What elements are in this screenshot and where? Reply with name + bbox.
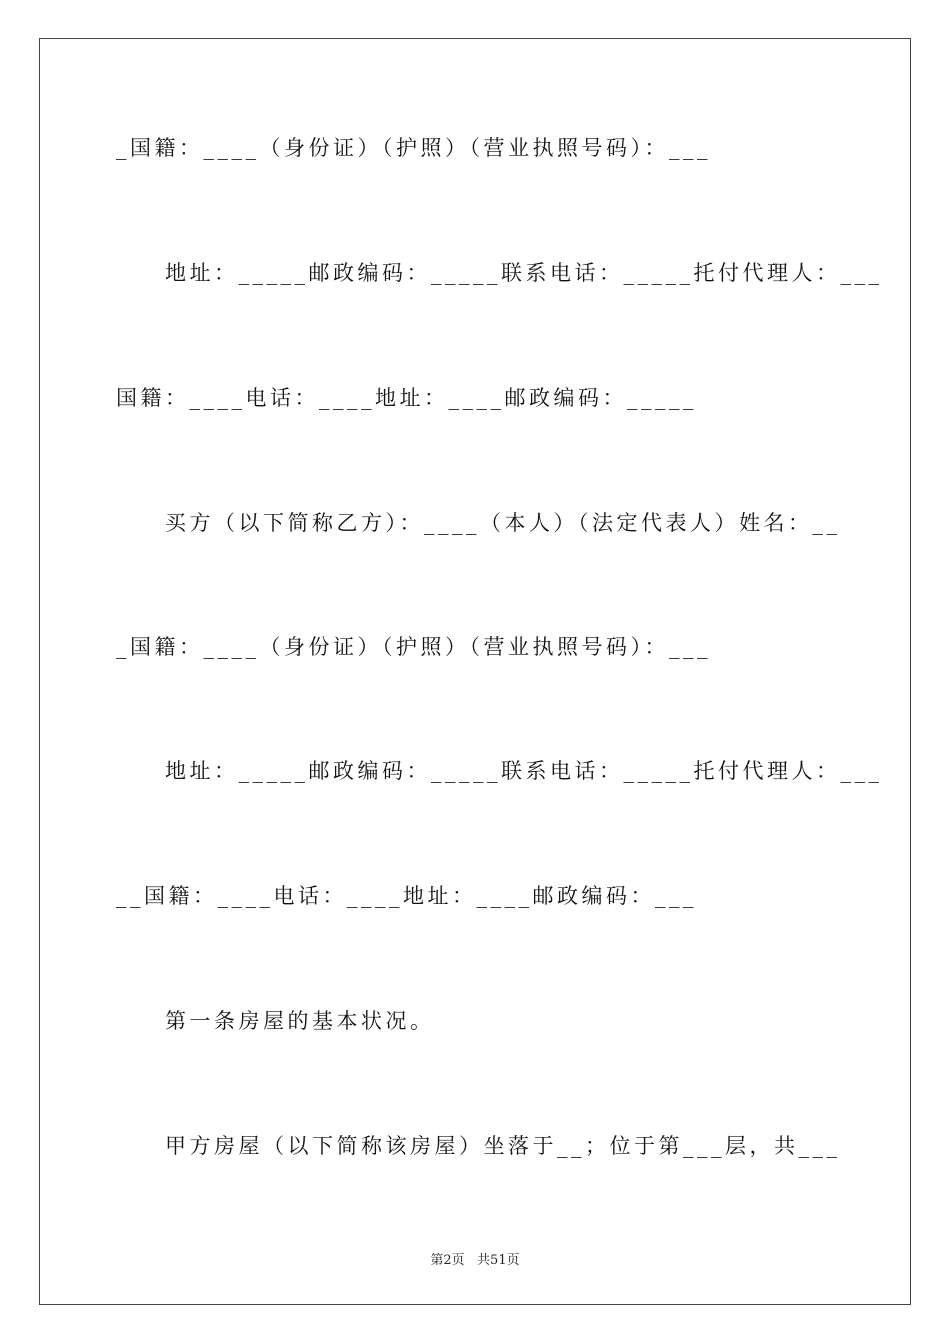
text-line-buyer-party: 买方（以下简称乙方）：____（本人）（法定代表人）姓名：__ [165, 511, 841, 535]
text-line-buyer-address-contact: 地址：_____邮政编码：_____联系电话：_____托付代理人：___ [165, 759, 883, 783]
text-line-nationality-id: _国籍：____（身份证）（护照）（营业执照号码）：___ [116, 136, 711, 160]
text-line-address-contact: 地址：_____邮政编码：_____联系电话：_____托付代理人：___ [165, 261, 883, 285]
page-border [39, 38, 911, 1305]
page-number-footer: 第2页 共51页 [430, 1253, 520, 1268]
text-line-buyer-nationality-id: _国籍：____（身份证）（护照）（营业执照号码）：___ [116, 635, 711, 659]
text-line-buyer-agent-details: __国籍：____电话：____地址：____邮政编码：___ [116, 884, 697, 908]
text-line-agent-details: 国籍：____电话：____地址：____邮政编码：_____ [116, 386, 697, 410]
text-line-property-location: 甲方房屋（以下简称该房屋）坐落于__；位于第___层，共___ [165, 1134, 841, 1158]
article-heading: 第一条房屋的基本状况。 [165, 1009, 435, 1033]
